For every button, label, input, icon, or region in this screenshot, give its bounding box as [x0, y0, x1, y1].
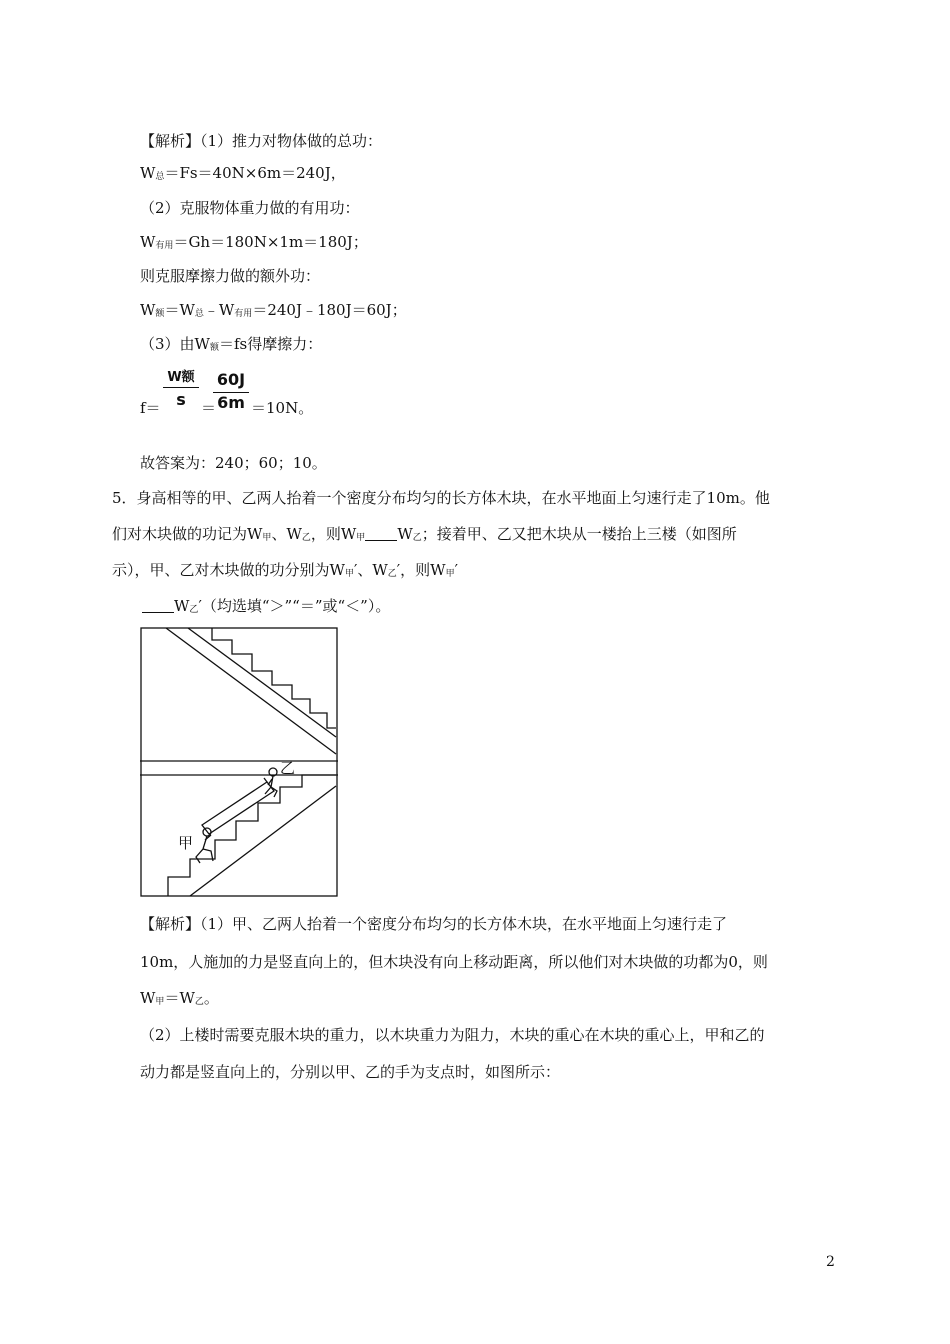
answer-blank-1[interactable] [365, 526, 397, 541]
analysis-line-7: （3）由$W_额=fs$得摩擦力： [140, 335, 323, 353]
frac2-numerator: 60J [216, 370, 246, 389]
question-5-line-4: $W_乙'$（均选填“＞”“＝”或“＜”）。 [142, 596, 390, 620]
analysis-line-2: $W_总=Fs=40N\times 6m=240J$， [140, 164, 346, 182]
frac1-denominator: s [176, 390, 186, 409]
formula-result: ＝10N。 [251, 399, 314, 417]
analysis-line-4: $W_{有用}=Gh=180N\times 1m=180J$； [140, 233, 368, 251]
page-number: 2 [826, 1254, 835, 1270]
analysis2-line-2: 10m，人施加的力是竖直向上的，但木块没有向上移动距离，所以他们对木块做的功都为0，则 [140, 953, 768, 971]
label-yi: 乙 [280, 759, 296, 777]
analysis2-line-4: （2）上楼时需要克服木块的重力，以木块重力为阻力，木块的重心在木块的重心上，甲和乙的 [140, 1026, 765, 1044]
formula-f-prefix: f＝ [140, 399, 161, 417]
analysis-line-5: 则克服摩擦力做的额外功： [140, 267, 321, 285]
analysis2-line-3: $W_甲=W_乙$。 [140, 989, 219, 1007]
analysis2-line-5: 动力都是竖直向上的，分别以甲、乙的手为支点时，如图所示： [140, 1063, 561, 1081]
answer-blank-2[interactable] [142, 598, 174, 613]
label-jia: 甲 [178, 834, 194, 852]
formula-equals: ＝ [201, 399, 217, 417]
answer-line: 故答案为：240；60；10。 [140, 454, 327, 472]
stair-figure [140, 627, 338, 897]
analysis-line-1: 【解析】（1）推力对物体做的总功： [140, 132, 383, 150]
question-5-line-3: 示），甲、乙对木块做的功分别为$W_甲'$、$W_乙'$，则$W_甲'$ [112, 561, 459, 579]
frac2-denominator: 6m [217, 393, 245, 412]
frac1-bar [163, 387, 199, 388]
analysis2-line-1: 【解析】（1）甲、乙两人抬着一个密度分布均匀的长方体木块，在水平地面上匀速行走了 [140, 915, 728, 933]
question-5-line-2: 们对木块做的功记为$W_甲$、$W_乙$，则$W_甲$ $W_乙$；接着甲、乙又把木块从一楼抬上三楼（如图所 [112, 525, 737, 543]
stair-figure-drawing [140, 627, 338, 897]
question-5-line-1: 5．身高相等的甲、乙两人抬着一个密度分布均匀的长方体木块，在水平地面上匀速行走了10m。他 [112, 489, 770, 507]
frac1-numerator: W额 [167, 370, 195, 385]
analysis-line-3: （2）克服物体重力做的有用功： [140, 199, 360, 217]
analysis-line-6: $W_额=W_总﹣W_{有用}=240J﹣180J=60J$； [140, 301, 407, 319]
